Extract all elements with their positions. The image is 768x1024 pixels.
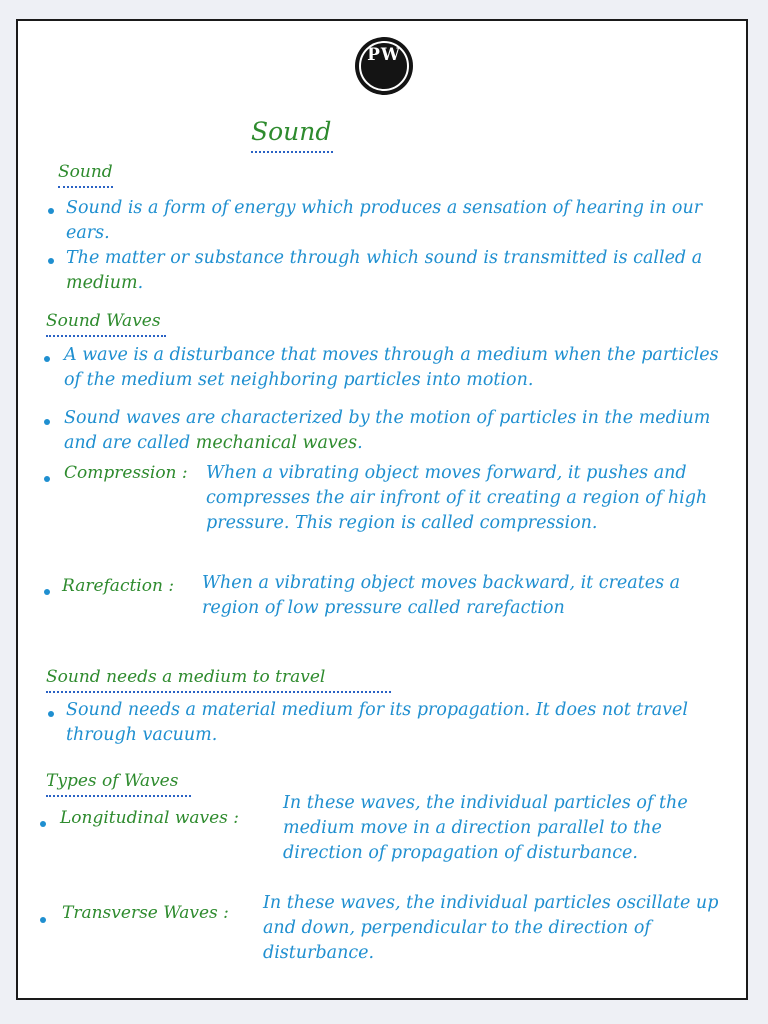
compression-text: When a vibrating object moves forward, it pushes and compresses the air infront of it creating a region of high pressure. This region is called compression. xyxy=(206,463,708,533)
title-underline xyxy=(251,148,333,153)
bullet xyxy=(48,208,54,214)
pw-logo xyxy=(355,37,413,95)
wave-definition: A wave is a disturbance that moves through a medium when the particles of the medium set neighboring particles into motion. xyxy=(64,345,719,390)
heading-underline xyxy=(46,332,166,337)
bullet xyxy=(44,419,50,425)
notes-sheet xyxy=(16,19,748,1000)
compression-term: Compression : xyxy=(64,463,188,483)
sound-definition: Sound is a form of energy which produces a sensation of hearing in our ears. xyxy=(66,198,703,243)
transverse-term: Transverse Waves : xyxy=(62,903,229,923)
medium-definition xyxy=(66,246,726,296)
medium-definition-text: The matter or substance through which sound is transmitted is called a xyxy=(66,248,703,268)
medium-term: medium xyxy=(66,273,138,293)
bullet xyxy=(48,258,54,264)
longitudinal-text: In these waves, the individual particles of the medium move in a direction parallel to the direction of propagation of disturbance. xyxy=(283,793,688,863)
heading-medium: Sound needs a medium to travel xyxy=(46,667,326,687)
bullet xyxy=(44,476,50,482)
heading-underline xyxy=(46,792,191,797)
longitudinal-term: Longitudinal waves : xyxy=(60,808,240,828)
bullet xyxy=(44,356,50,362)
logo-letters: PW xyxy=(367,45,401,65)
bullet xyxy=(40,917,46,923)
mechanical-waves-definition xyxy=(64,406,729,456)
rarefaction-text: When a vibrating object moves backward, it creates a region of low pressure called rarefaction xyxy=(202,573,681,618)
heading-underline xyxy=(58,183,113,188)
bullet xyxy=(44,589,50,595)
heading-types-of-waves: Types of Waves xyxy=(46,771,179,791)
mechanical-waves-end: . xyxy=(357,433,363,453)
mechanical-waves-text: Sound waves are characterized by the motion of particles in the medium and are called xyxy=(64,408,711,453)
page-title: Sound xyxy=(251,117,332,146)
bullet xyxy=(40,821,46,827)
transverse-text: In these waves, the individual particles oscillate up and down, perpendicular to the direction of disturbance. xyxy=(263,893,719,963)
medium-propagation-text: Sound needs a material medium for its propagation. It does not travel through vacuum. xyxy=(66,700,688,745)
heading-sound-waves: Sound Waves xyxy=(46,311,161,331)
medium-definition-end: . xyxy=(137,273,144,293)
mechanical-waves-term: mechanical waves xyxy=(195,433,358,453)
heading-sound: Sound xyxy=(58,162,113,182)
heading-underline xyxy=(46,688,391,693)
bullet xyxy=(48,711,54,717)
rarefaction-term: Rarefaction : xyxy=(62,576,175,596)
